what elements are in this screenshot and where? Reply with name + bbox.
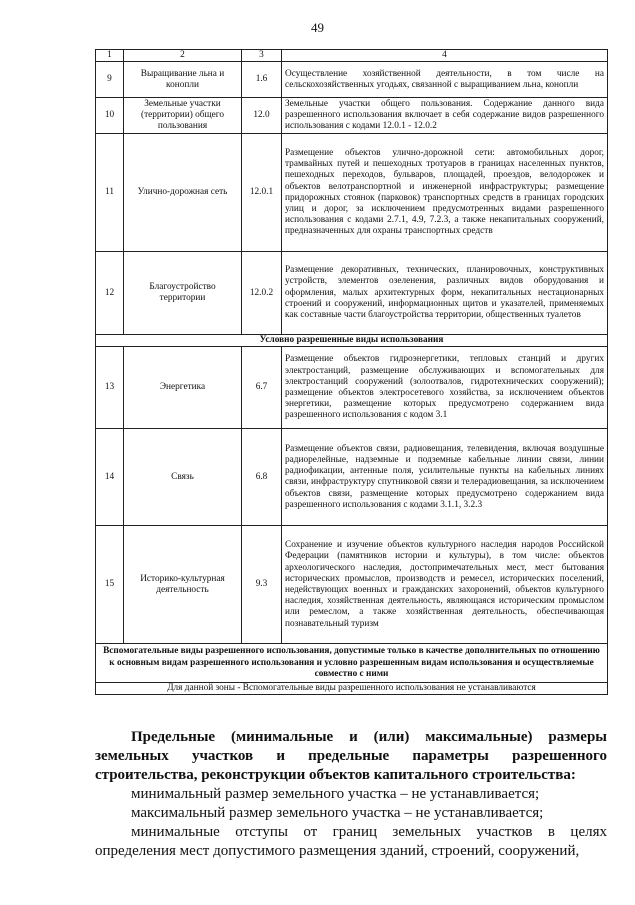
land-parameters-section: [95, 728, 607, 861]
use-type-name: Выращивание льна и конопли: [124, 62, 242, 98]
row-number: 10: [96, 98, 124, 134]
auxiliary-uses-note: Для данной зоны - Вспомогательные виды разрешенного использования не устанавливаются: [96, 683, 608, 695]
row-number: 9: [96, 62, 124, 98]
row-number: 14: [96, 429, 124, 526]
use-type-description: Сохранение и изучение объектов культурного наследия народов Российской Федерации (памятников истории и культуры), в том числе: объектов археологического наследия, достопримечательных мест, мест бытования исторических промыслов, производств и ремесел, исторических поселений, недействующих военных и гражданских захоронений, объектов культурного наследия, хозяйственная деятельность, являющаяся историческим промыслом или ремеслом, а также хозяйственная деятельность, обеспечивающая познавательный туризм: [282, 526, 608, 644]
page-number: 49: [311, 20, 324, 35]
use-type-description: Размещение декоративных, технических, планировочных, конструктивных устройств, элементов озеленения, различных видов оборудования и оформления, малых архитектурных форм, некапитальных нестационарных строений и сооружений, информационных щитов и указателей, применяемых как составные части благоустройства территории, общественных туалетов: [282, 252, 608, 335]
use-type-name: Историко-культурная деятельность: [124, 526, 242, 644]
use-type-description: Размещение объектов улично-дорожной сети: автомобильных дорог, трамвайных путей и пешеходных тротуаров в границах населенных пунктов, пешеходных переходов, бульваров, площадей, проездов, велодорожек и объектов велотранспортной и инженерной инфраструктуры; размещение придорожных стоянок (парковок) транспортных средств в границах городских улиц и дорог, за исключением предусмотренных видами разрешенного использования с кодами 2.7.1, 4.9, 7.2.3, а также некапитальных сооружений, предназначенных для охраны транспортных средств: [282, 134, 608, 252]
section-header-row: [96, 335, 608, 347]
use-type-name: Благоустройство территории: [124, 252, 242, 335]
table-row: [96, 98, 608, 134]
use-type-code: 1.6: [242, 62, 282, 98]
section-heading: Предельные (минимальные и (или) максимальные) размеры земельных участков и предельные параметры разрешенного строительства, реконструкции объектов капитального строительства:: [95, 729, 607, 783]
auxiliary-note-row: [96, 683, 608, 695]
column-header: 3: [242, 50, 282, 62]
auxiliary-uses-heading: Вспомогательные виды разрешенного использования, допустимые только в качестве дополнительных по отношению к основным видам разрешенного использования и условно разрешенным видам использования и осуществляемые совместно с ними: [96, 644, 608, 683]
table-row: [96, 429, 608, 526]
use-type-code: 12.0: [242, 98, 282, 134]
use-type-description: Размещение объектов гидроэнергетики, тепловых станций и других электростанций, размещение обслуживающих и вспомогательных для электростанций сооружений (золоотвалов, гидротехнических сооружений); размещение объектов электросетевого хозяйства, за исключением объектов энергетики, размещение которых предусмотрено содержанием вида разрешенного использования с кодом 3.1: [282, 347, 608, 429]
use-type-code: 12.0.1: [242, 134, 282, 252]
use-type-name: Улично-дорожная сеть: [124, 134, 242, 252]
use-type-name: Связь: [124, 429, 242, 526]
table-row: [96, 252, 608, 335]
table-header-row: [96, 50, 608, 62]
table-row: [96, 134, 608, 252]
use-type-name: Энергетика: [124, 347, 242, 429]
table-row: [96, 347, 608, 429]
land-use-table: [95, 49, 608, 695]
table-row: [96, 526, 608, 644]
conditional-uses-heading: Условно разрешенные виды использования: [96, 335, 608, 347]
use-type-code: 6.7: [242, 347, 282, 429]
column-header: 4: [282, 50, 608, 62]
row-number: 11: [96, 134, 124, 252]
use-type-name: Земельные участки (территории) общего пользования: [124, 98, 242, 134]
use-type-code: 6.8: [242, 429, 282, 526]
use-type-code: 9.3: [242, 526, 282, 644]
row-number: 13: [96, 347, 124, 429]
paragraph-line: максимальный размер земельного участка – не устанавливается;: [131, 805, 544, 821]
use-type-description: Осуществление хозяйственной деятельности, в том числе на сельскохозяйственных угодьях, связанной с выращиванием льна, конопли: [282, 62, 608, 98]
column-header: 1: [96, 50, 124, 62]
column-header: 2: [124, 50, 242, 62]
row-number: 12: [96, 252, 124, 335]
use-type-code: 12.0.2: [242, 252, 282, 335]
row-number: 15: [96, 526, 124, 644]
use-type-description: Размещение объектов связи, радиовещания, телевидения, включая воздушные радиорелейные, надземные и подземные кабельные линии связи, линии радиофикации, антенные поля, усилительные пункты на кабельных линиях связи, инфраструктуру спутниковой связи и телерадиовещания, за исключением объектов связи, размещение которых предусмотрено содержанием вида разрешенного использования с кодами 3.1.1, 3.2.3: [282, 429, 608, 526]
use-type-description: Земельные участки общего пользования. Содержание данного вида разрешенного использования включает в себя содержание видов разрешенного использования с кодами 12.0.1 - 12.0.2: [282, 98, 608, 134]
table-row: [96, 62, 608, 98]
paragraph-line: минимальный размер земельного участка – не устанавливается;: [131, 786, 540, 802]
auxiliary-uses-row: [96, 644, 608, 683]
paragraph-line: минимальные отступы от границ земельных участков в целях определения мест допустимого размещения зданий, строений, сооружений,: [95, 824, 607, 859]
